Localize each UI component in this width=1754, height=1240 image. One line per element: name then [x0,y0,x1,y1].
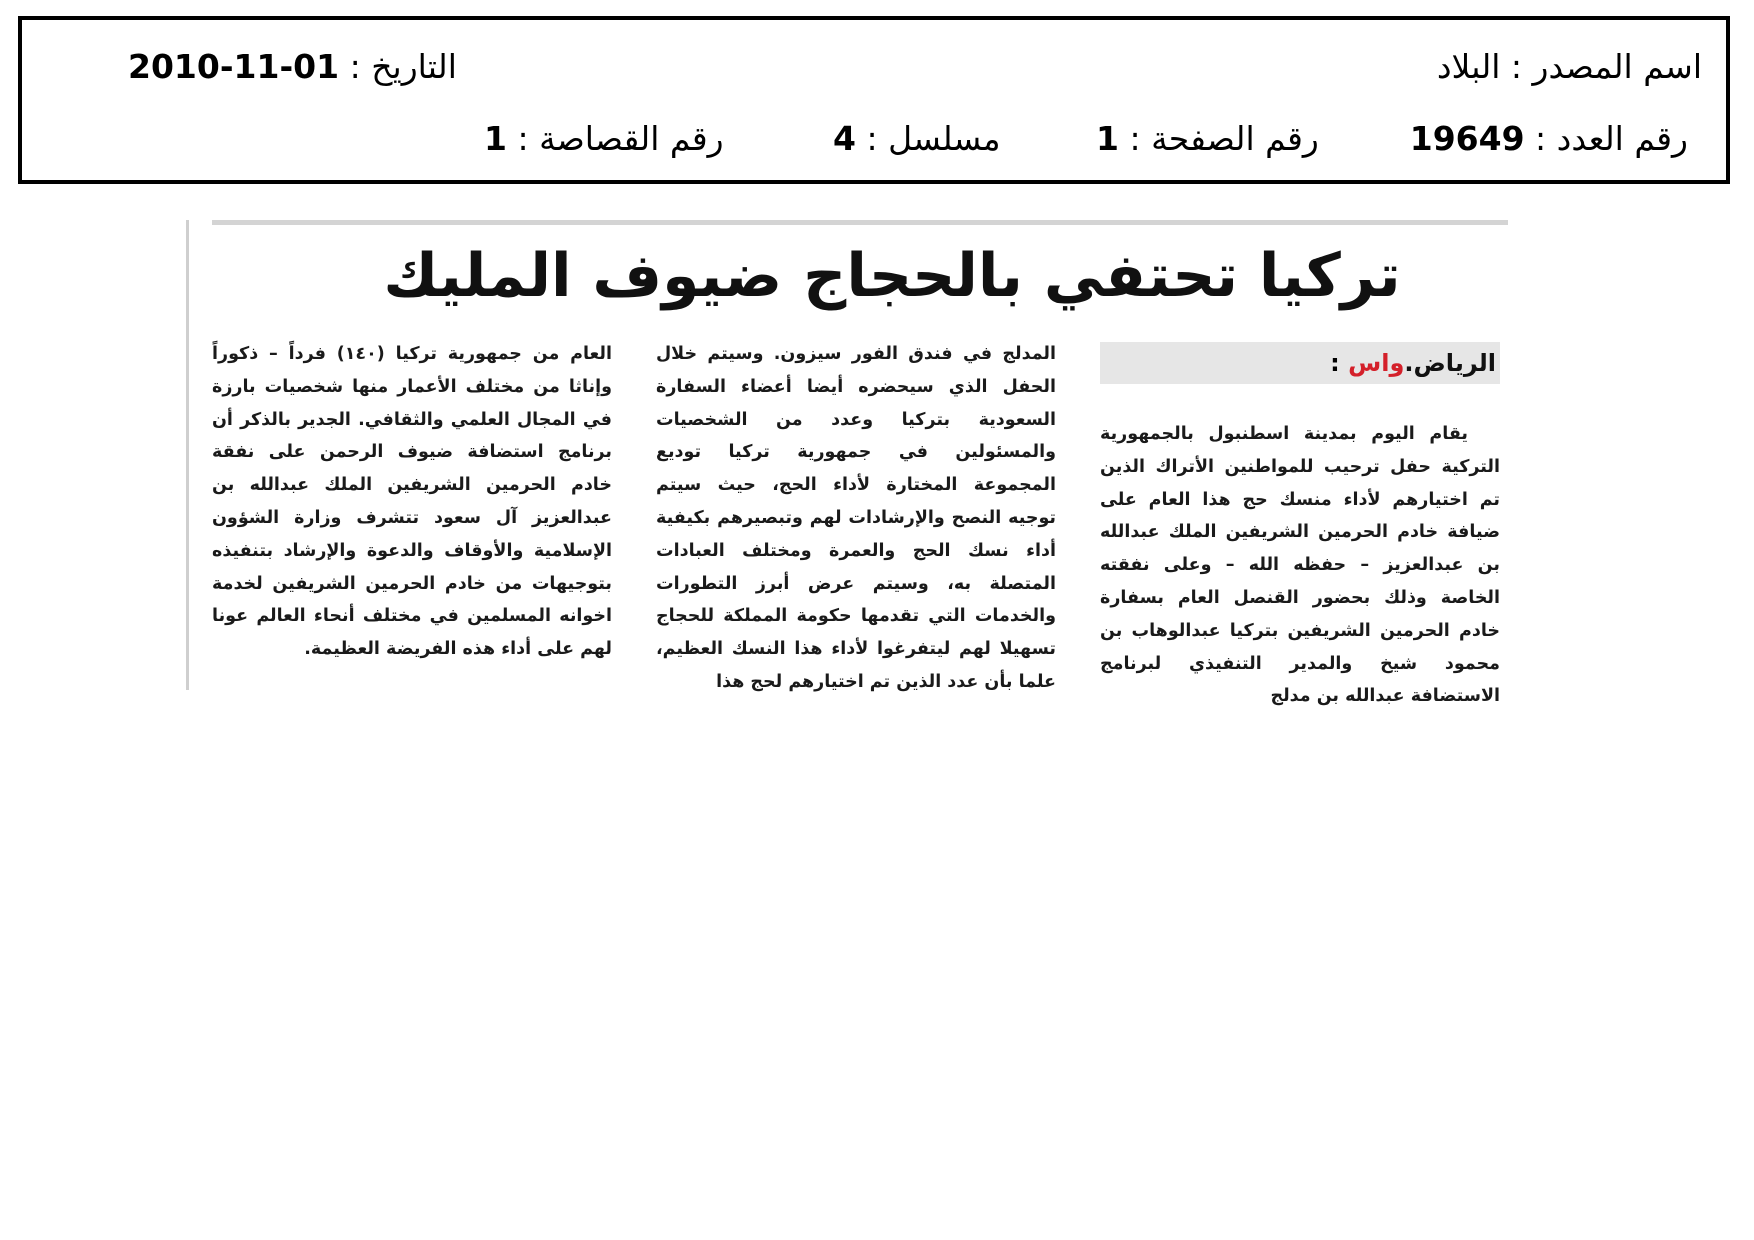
clip-value: 1 [484,119,507,158]
clip-number-field [484,119,724,158]
article-headline: تركيا تحتفي بالحجاج ضيوف المليك [383,241,1401,311]
page-value: 1 [1096,119,1119,158]
article-column-right: يقام اليوم بمدينة اسطنبول بالجمهورية التركية حفل ترحيب للمواطنين الأتراك الذين تم اختيارهم لأداء منسك حج هذا العام على ضيافة خادم الحرمين الشريفين الملك عبدالله بن عبدالعزيز – حفظه الله – وعلى نفقته الخاصة وذلك بحضور القنصل العام بسفارة خادم الحرمين الشريفين بتركيا عبدالوهاب بن محمود شيخ والمدير التنفيذي لبرنامج الاستضافة عبدالله بن مدلج [1100,424,1500,707]
dateline-city: الرياض. [1404,349,1496,377]
dateline-agency: واس [1348,349,1405,377]
separator: : [1535,119,1547,158]
newspaper-clipping [192,220,1508,707]
article-column-middle: المدلج في فندق الفور سيزون. وسيتم خلال الحفل الذي سيحضره أيضا أعضاء السفارة السعودية بتركيا وعدد من الشخصيات والمسئولين في جمهورية تركيا توديع المجموعة المختارة لأداء الحج، حيث سيتم توجيه النصح والإرشادات لهم وتبصيرهم بكيفية أداء نسك الحج والعمرة ومختلف العبادات المتصلة به، وسيتم عرض أبرز التطورات والخدمات التي تقدمها حكومة المملكة للحجاج تسهيلا لهم ليتفرغوا لأداء هذا النسك العظيم، علما بأن عدد الذين تم اختيارهم لحج هذا [656,344,1056,692]
issue-field [1409,119,1688,158]
separator: : [517,119,529,158]
source-label: اسم المصدر [1532,47,1702,86]
dateline-bar [1100,342,1500,384]
clipping-info-box [18,16,1730,184]
separator: : [1129,119,1141,158]
page-label: رقم الصفحة [1151,119,1319,158]
clip-label: رقم القصاصة [539,119,724,158]
date-value: 2010-11-01 [128,47,340,86]
dateline-colon: : [1330,349,1340,377]
clipping-left-rule [186,220,189,690]
serial-field [833,119,1001,158]
source-field [1436,47,1702,86]
separator: : [866,119,878,158]
page-field [1096,119,1319,158]
issue-label: رقم العدد [1556,119,1688,158]
serial-value: 4 [833,119,856,158]
date-label: التاريخ [371,47,457,86]
date-field [128,47,457,86]
article-column-left: العام من جمهورية تركيا (١٤٠) فرداً – ذكوراً وإناثا من مختلف الأعمار منها شخصيات بارزة في المجال العلمي والثقافي. الجدير بالذكر أن برنامج استضافة ضيوف الرحمن على نفقة خادم الحرمين الشريفين الملك عبدالله بن عبدالعزيز آل سعود تتشرف وزارة الشؤون الإسلامية والأوقاف والدعوة والإرشاد بتنفيذه بتوجيهات من خادم الحرمين الشريفين لخدمة اخوانه المسلمين في مختلف أنحاء العالم عونا لهم على أداء هذه الفريضة العظيمة. [212,344,612,660]
separator: : [1510,47,1523,86]
serial-label: مسلسل [888,119,1001,158]
source-value: البلاد [1436,47,1501,86]
issue-value: 19649 [1409,119,1525,158]
separator: : [349,47,361,86]
clipping-top-rule [212,220,1508,225]
